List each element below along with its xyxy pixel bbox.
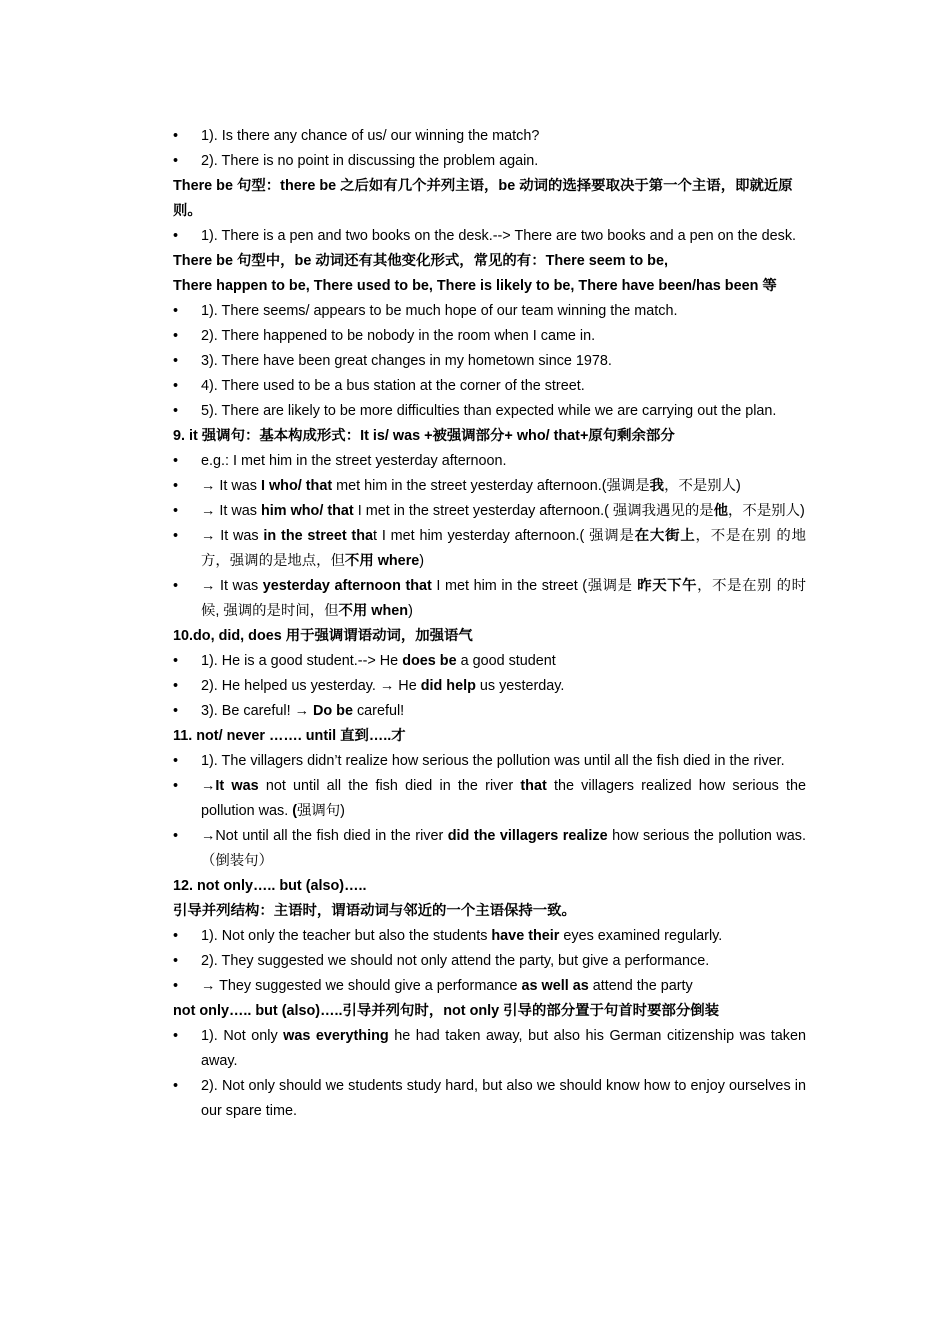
- section-heading: [173, 874, 806, 899]
- text-segment: 强调句): [297, 803, 345, 819]
- text-segment: met him in the street yesterday afternoon.(强调是: [332, 478, 650, 494]
- text-segment: →Not until all the fish died in the river: [201, 828, 448, 844]
- bullet-item: [173, 449, 806, 474]
- text-segment: ，不是在别 的地方，强调的是地点，但: [201, 528, 806, 569]
- text-segment: 11. not/ never ……. until 直到…..才: [173, 728, 406, 744]
- text-segment: ，不是在别 的时候, 强调的是时间，但: [201, 578, 806, 619]
- bullet-item: [173, 949, 806, 974]
- text-segment: careful!: [352, 703, 405, 719]
- bullet-item: [173, 324, 806, 349]
- text-segment: ): [408, 603, 413, 619]
- text-segment: I met him in the street (强调是: [431, 578, 638, 594]
- text-segment: not until all the fish died in the river: [258, 778, 521, 794]
- bold-text: yesterday afternoon that: [262, 578, 432, 594]
- bold-text: 不用 when: [338, 603, 409, 619]
- text-segment: I met in the street yesterday afternoon.( 强调我遇见的是: [353, 503, 714, 519]
- bold-text: in the street tha: [263, 528, 374, 544]
- text-segment: eyes examined regularly.: [559, 928, 723, 944]
- bullet-item: [173, 499, 806, 524]
- bold-text: that: [520, 778, 547, 794]
- bullet-icon: •: [173, 978, 179, 994]
- bold-text: was everything: [283, 1028, 389, 1044]
- bullet-icon: •: [173, 228, 179, 244]
- section-heading: [173, 274, 806, 299]
- bold-text: 我: [649, 478, 665, 494]
- text-segment: ，不是别人): [728, 503, 805, 519]
- text-segment: ，不是别人): [664, 478, 741, 494]
- bullet-item: [173, 774, 806, 824]
- bullet-icon: •: [173, 928, 179, 944]
- bullet-item: [173, 649, 806, 674]
- text-segment: 1). Is there any chance of us/ our winning the match?: [201, 128, 540, 144]
- text-segment: a good student: [456, 653, 556, 669]
- bullet-item: [173, 1074, 806, 1124]
- text-segment: 1). There seems/ appears to be much hope of our team winning the match.: [201, 303, 678, 319]
- bullet-item: [173, 674, 806, 699]
- text-segment: → It was: [201, 528, 264, 544]
- text-segment: how serious the pollution was.（倒装句）: [201, 828, 806, 869]
- text-segment: 3). There have been great changes in my hometown since 1978.: [201, 353, 612, 369]
- bold-text: did the villagers realize: [447, 828, 608, 844]
- bold-text: have their: [491, 928, 560, 944]
- bullet-item: [173, 524, 806, 574]
- text-segment: 1). The villagers didn’t realize how serious the pollution was until all the fish died in the river.: [201, 753, 785, 769]
- text-segment: attend the party: [588, 978, 693, 994]
- bold-text: does be: [402, 653, 457, 669]
- text-segment: 1). He is a good student.--> He: [201, 653, 403, 669]
- bold-text: I who/ that: [260, 478, 333, 494]
- bullet-item: [173, 824, 806, 874]
- text-segment: 9. it 强调句：基本构成形式：It is/ was +被强调部分+ who/ that+原句剩余部分: [173, 428, 675, 444]
- bullet-icon: •: [173, 828, 179, 844]
- bold-text: did help: [420, 678, 476, 694]
- text-segment: 2). There happened to be nobody in the room when I came in.: [201, 328, 596, 344]
- bullet-item: [173, 149, 806, 174]
- text-segment: not only….. but (also)…..引导并列句时，not only 引导的部分置于句首时要部分倒装: [173, 1003, 720, 1019]
- bullet-icon: •: [173, 303, 179, 319]
- section-heading: [173, 424, 806, 449]
- text-segment: There be 句型：there be 之后如有几个并列主语，be 动词的选择要取决于第一个主语，即就近原则。: [173, 178, 793, 219]
- bullet-icon: •: [173, 678, 179, 694]
- text-segment: 1). Not only: [201, 1028, 284, 1044]
- text-segment: 10.do, did, does 用于强调谓语动词，加强语气: [173, 628, 473, 644]
- bullet-item: [173, 974, 806, 999]
- section-heading: [173, 174, 806, 224]
- bullet-icon: •: [173, 753, 179, 769]
- text-segment: the villagers realized how serious the pollution was.: [201, 778, 807, 819]
- bold-text: (: [292, 803, 297, 819]
- text-segment: →: [201, 778, 216, 794]
- bold-text: It was: [215, 778, 259, 794]
- bullet-icon: •: [173, 353, 179, 369]
- bold-text: 不用 where: [344, 553, 420, 569]
- text-segment: → It was: [201, 478, 261, 494]
- section-heading: [173, 249, 806, 274]
- bullet-icon: •: [173, 128, 179, 144]
- bullet-icon: •: [173, 653, 179, 669]
- bold-text: 昨天下午: [637, 578, 698, 594]
- text-segment: 2). He helped us yesterday. → He: [201, 678, 421, 694]
- bold-text: Do be: [312, 703, 353, 719]
- text-segment: 1). Not only the teacher but also the students: [201, 928, 492, 944]
- text-segment: 引导并列结构：主语时，谓语动词与邻近的一个主语保持一致。: [173, 903, 576, 919]
- bullet-icon: •: [173, 153, 179, 169]
- bullet-icon: •: [173, 578, 179, 594]
- bullet-item: [173, 1024, 806, 1074]
- text-segment: → It was: [201, 578, 263, 594]
- section-heading: [173, 624, 806, 649]
- bullet-item: [173, 749, 806, 774]
- bullet-item: [173, 224, 806, 249]
- text-segment: → They suggested we should give a performance: [201, 978, 522, 994]
- bullet-icon: •: [173, 1028, 179, 1044]
- bullet-item: [173, 474, 806, 499]
- text-segment: 1). There is a pen and two books on the desk.--> There are two books and a pen on the desk.: [201, 228, 797, 244]
- bullet-item: [173, 924, 806, 949]
- text-segment: → It was: [201, 503, 261, 519]
- bullet-icon: •: [173, 778, 179, 794]
- bullet-icon: •: [173, 703, 179, 719]
- bullet-icon: •: [173, 378, 179, 394]
- text-segment: 2). There is no point in discussing the problem again.: [201, 153, 539, 169]
- bullet-item: [173, 699, 806, 724]
- text-segment: There happen to be, There used to be, There is likely to be, There have been/has been 等: [173, 278, 777, 294]
- bullet-icon: •: [173, 403, 179, 419]
- text-segment: There be 句型中，be 动词还有其他变化形式，常见的有：There seem to be,: [173, 253, 668, 269]
- bullet-icon: •: [173, 328, 179, 344]
- document-body: [173, 124, 806, 1124]
- text-segment: 2). They suggested we should not only attend the party, but give a performance.: [201, 953, 710, 969]
- text-segment: us yesterday.: [475, 678, 565, 694]
- text-segment: 5). There are likely to be more difficulties than expected while we are carrying out the plan.: [201, 403, 777, 419]
- text-segment: ): [419, 553, 425, 569]
- bullet-item: [173, 374, 806, 399]
- text-segment: 2). Not only should we students study hard, but also we should know how to enjoy ourselves in our spare time.: [201, 1078, 806, 1119]
- bullet-icon: •: [173, 453, 179, 469]
- bullet-icon: •: [173, 1078, 179, 1094]
- section-heading: [173, 999, 806, 1024]
- text-segment: e.g.: I met him in the street yesterday afternoon.: [201, 453, 507, 469]
- bullet-item: [173, 574, 806, 624]
- bold-text: 他: [713, 503, 729, 519]
- text-segment: 3). Be careful! →: [201, 703, 313, 719]
- bold-text: him who/ that: [260, 503, 354, 519]
- bullet-item: [173, 399, 806, 424]
- text-segment: 4). There used to be a bus station at the corner of the street.: [201, 378, 585, 394]
- bullet-icon: •: [173, 953, 179, 969]
- text-segment: 12. not only….. but (also)…..: [173, 878, 367, 894]
- section-heading: [173, 724, 806, 749]
- bold-text: as well as: [521, 978, 589, 994]
- bullet-item: [173, 124, 806, 149]
- section-heading: [173, 899, 806, 924]
- bullet-icon: •: [173, 503, 179, 519]
- bullet-icon: •: [173, 528, 179, 544]
- text-segment: t I met him yesterday afternoon.( 强调是: [373, 528, 635, 544]
- text-segment: he had taken away, but also his German citizenship was taken away.: [201, 1028, 806, 1069]
- bold-text: 在大街上: [634, 528, 696, 544]
- bullet-item: [173, 299, 806, 324]
- bullet-item: [173, 349, 806, 374]
- bullet-icon: •: [173, 478, 179, 494]
